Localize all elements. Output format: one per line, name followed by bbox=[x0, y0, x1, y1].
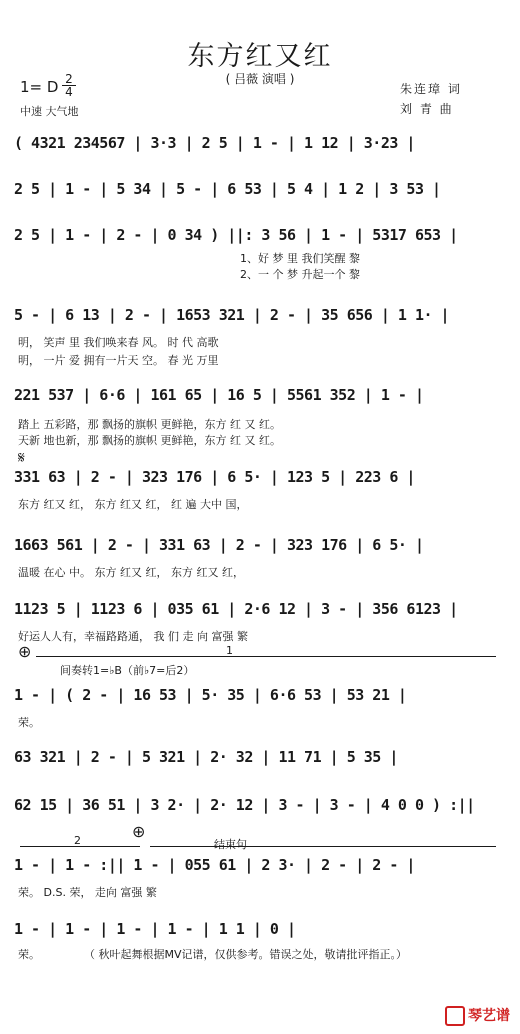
lyric-line: 明， 笑声 里 我们唤来春 风。 时 代 高歌 bbox=[18, 336, 219, 349]
lyric-line: 荣。 bbox=[18, 948, 40, 961]
coda-sign: ⊕ bbox=[18, 642, 32, 661]
lyricist-credit: 朱连璋 词 bbox=[400, 82, 462, 96]
notation-row-5: 221 537 | 6·6 | 161 65 | 16 5 | 5561 352 | 1 - | bbox=[14, 386, 424, 404]
lyric-line: 1、好 梦 里 我们笑醒 黎 bbox=[240, 252, 360, 265]
notation-row-11: 62 15 | 36 51 | 3 2· | 2· 12 | 3 - | 3 - | 4 0 0 ) :|| bbox=[14, 796, 475, 814]
volta-2-label: 2 bbox=[74, 834, 81, 847]
logo-icon bbox=[445, 1006, 465, 1026]
key-signature: 1= D bbox=[20, 78, 59, 96]
site-logo: 琴艺谱 bbox=[445, 1005, 510, 1026]
notation-row-9: 1 - | ( 2 - | 16 53 | 5· 35 | 6·6 53 | 53 21 | bbox=[14, 686, 407, 704]
segno-sign: 𝄋 bbox=[18, 448, 25, 467]
ending-bracket bbox=[150, 846, 496, 847]
coda-sign: ⊕ bbox=[132, 822, 146, 841]
lyric-line: 踏上 五彩路，那 飘扬的旗帜 更鲜艳，东方 红 又 红。 bbox=[18, 418, 281, 431]
lyric-line: 荣。 bbox=[18, 716, 40, 729]
notation-row-1: ( 4321 234567 | 3·3 | 2 5 | 1 - | 1 12 | 3·23 | bbox=[14, 134, 415, 152]
ending-label: 结束句 bbox=[214, 838, 247, 851]
notation-row-2: 2 5 | 1 - | 5 34 | 5 - | 6 53 | 5 4 | 1 2 | 3 53 | bbox=[14, 180, 441, 198]
volta-1-label: 1 bbox=[226, 644, 233, 657]
notation-row-10: 63 321 | 2 - | 5 321 | 2· 32 | 11 71 | 5 35 | bbox=[14, 748, 398, 766]
lyric-line: 温暖 在心 中。 东方 红又 红， 东方 红又 红， bbox=[18, 566, 244, 579]
lyric-line: 东方 红又 红， 东方 红又 红， 红 遍 大中 国， bbox=[18, 498, 248, 511]
notation-row-12: 1 - | 1 - :|| 1 - | 055 61 | 2 3· | 2 - | 2 - | bbox=[14, 856, 415, 874]
lyric-line: 好运人人有，幸福路路通， 我 们 走 向 富强 繁 bbox=[18, 630, 248, 643]
lyric-line: 荣。 D.S. 荣， 走向 富强 繁 bbox=[18, 886, 157, 899]
lyric-line: 2、一 个 梦 升起一个 黎 bbox=[240, 268, 360, 281]
notation-row-13: 1 - | 1 - | 1 - | 1 - | 1 1 | 0 | bbox=[14, 920, 296, 938]
volta-bracket bbox=[36, 656, 496, 657]
time-signature: $\frac{2}{4}$ bbox=[62, 73, 76, 98]
composer-credit: 刘 青 曲 bbox=[400, 102, 454, 116]
footnote: （ 秋叶起舞根据MV记谱，仅供参考。错误之处，敬请批评指正。） bbox=[84, 948, 408, 961]
notation-row-6: 331 63 | 2 - | 323 176 | 6 5· | 123 5 | 223 6 | bbox=[14, 468, 415, 486]
lyric-line: 明， 一片 爱 拥有一片天 空。 春 光 万里 bbox=[18, 354, 219, 367]
notation-row-8: 1123 5 | 1123 6 | 035 61 | 2·6 12 | 3 - | 356 6123 | bbox=[14, 600, 458, 618]
interlude-label: 间奏转1=♭B（前♭7=后2） bbox=[60, 664, 195, 677]
singer-credit: ( 吕薇 演唱 ) bbox=[225, 72, 295, 86]
tempo-marking: 中速 大气地 bbox=[20, 105, 79, 118]
page-title: 东方红又红 bbox=[187, 41, 333, 72]
notation-row-7: 1663 561 | 2 - | 331 63 | 2 - | 323 176 | 6 5· | bbox=[14, 536, 424, 554]
notation-row-3: 2 5 | 1 - | 2 - | 0 34 ) ||: 3 56 | 1 - | 5317 653 | bbox=[14, 226, 458, 244]
notation-row-4: 5 - | 6 13 | 2 - | 1653 321 | 2 - | 35 656 | 1 1· | bbox=[14, 306, 450, 324]
lyric-line: 天新 地也新，那 飘扬的旗帜 更鲜艳，东方 红 又 红。 bbox=[18, 434, 281, 447]
